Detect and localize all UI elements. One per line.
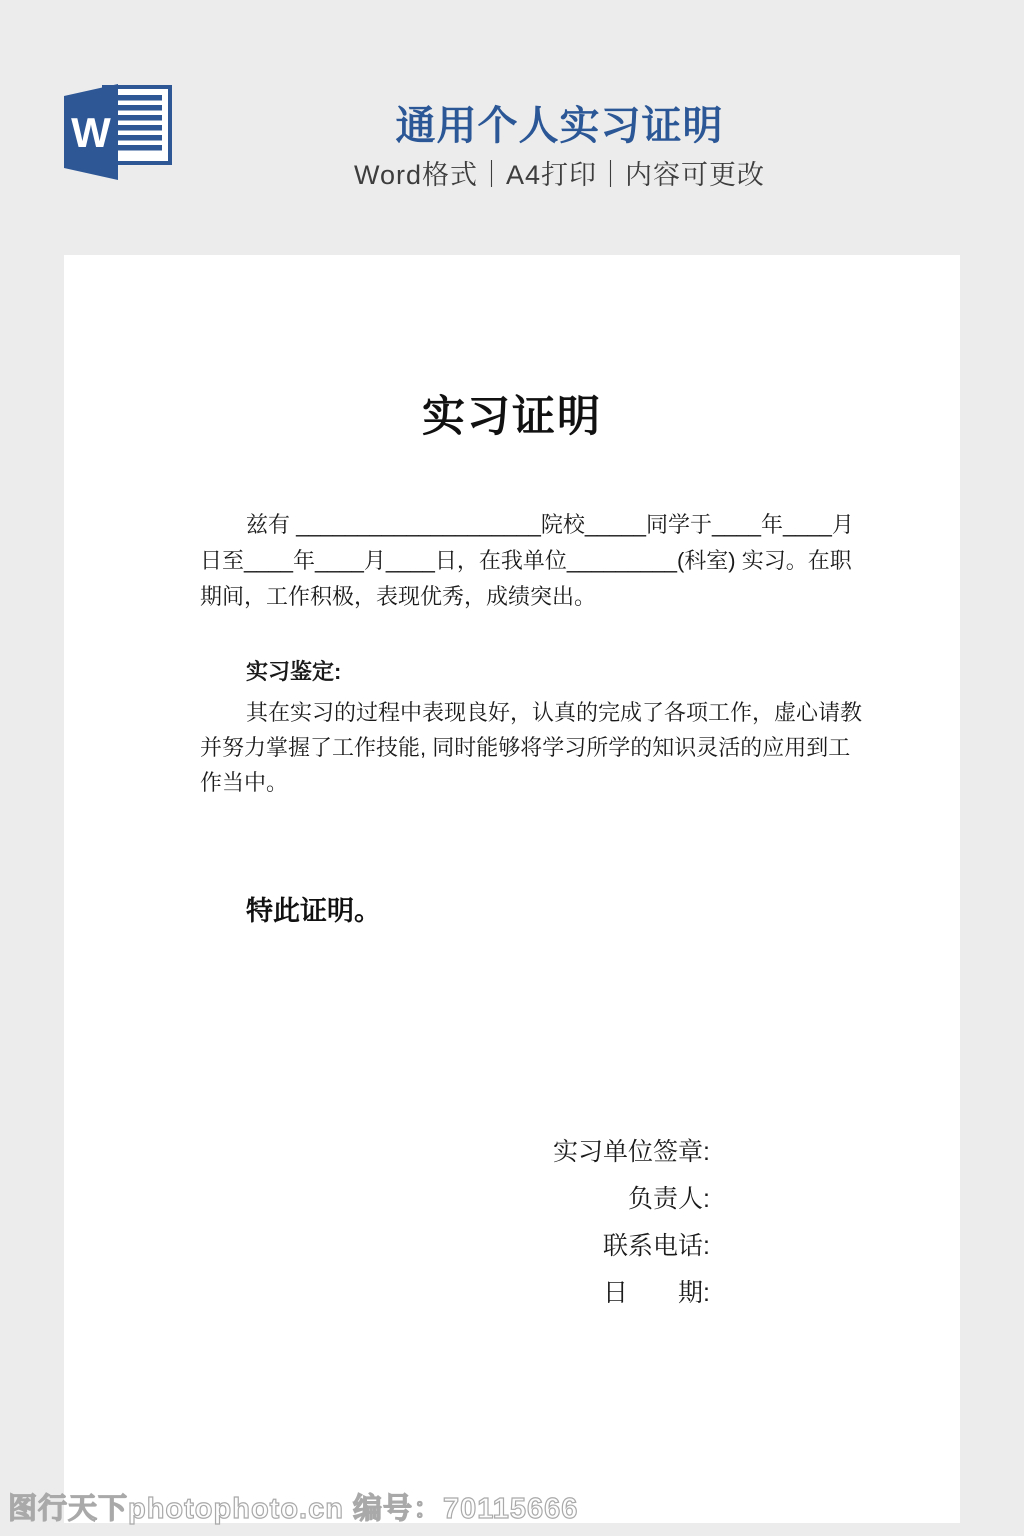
signature-person-in-charge: 负责人: — [628, 1185, 710, 1213]
intro-paragraph — [200, 507, 854, 615]
page-title: 通用个人实习证明 — [395, 104, 724, 148]
document-page — [64, 255, 960, 1523]
appraisal-line: 作当中。 — [200, 770, 289, 795]
intro-line: 兹有 ____________________院校_____同学于____年____月 — [246, 512, 854, 537]
signature-company-seal: 实习单位签章: — [553, 1138, 710, 1166]
intro-line: 日至____年____月____日，在我单位_________(科室) 实习。在职 — [200, 548, 852, 573]
site-watermark: 图行天下photophoto.cn 编号：70115666 — [8, 1493, 579, 1525]
page-subtitle: Word格式｜A4打印｜内容可更改 — [353, 160, 766, 190]
appraisal-line: 并努力掌握了工作技能, 同时能够将学习所学的知识灵活的应用到工 — [200, 735, 851, 760]
appraisal-line: 其在实习的过程中表现良好，认真的完成了各项工作，虚心请教 — [246, 700, 863, 725]
appraisal-heading: 实习鉴定: — [246, 659, 342, 684]
signature-block — [553, 1129, 710, 1317]
document-title: 实习证明 — [422, 393, 602, 441]
intro-line: 期间，工作积极，表现优秀，成绩突出。 — [200, 584, 597, 609]
signature-phone: 联系电话: — [603, 1232, 710, 1260]
appraisal-paragraph — [200, 695, 863, 800]
svg-text:W: W — [71, 109, 111, 156]
signature-date: 日 期: — [603, 1279, 710, 1307]
hereby-statement: 特此证明。 — [246, 896, 381, 926]
